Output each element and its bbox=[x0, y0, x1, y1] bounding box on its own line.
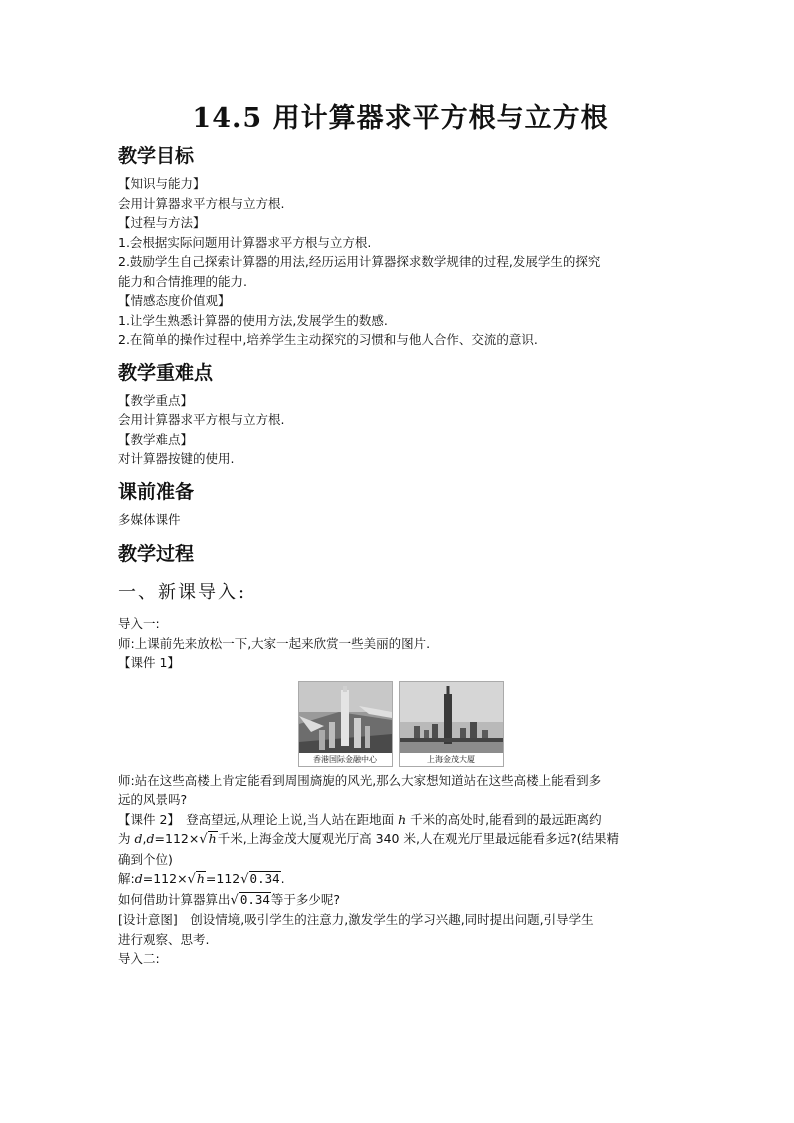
sqrt-h-var: h bbox=[208, 831, 217, 846]
var-h: h bbox=[398, 811, 407, 827]
jinmao-tower-photo bbox=[399, 681, 504, 767]
teacher-line-2b: 远的风景吗? bbox=[118, 792, 188, 807]
cw2-text-g: 千米,上海金茂大厦观光厅高 340 米,人在观光厅里最远能看多远?(结果精 bbox=[217, 831, 619, 846]
var-d-2: d bbox=[146, 831, 155, 846]
page-title: 14.5 用计算器求平方根与立方根 bbox=[192, 103, 609, 134]
sol-end: . bbox=[280, 871, 285, 886]
design-intent-b: 进行观察、思考. bbox=[118, 931, 210, 947]
knowledge-text: 会用计算器求平方根与立方根. bbox=[118, 195, 285, 211]
ask-text-a: 如何借助计算器算出 bbox=[118, 891, 231, 907]
focus-text: 会用计算器求平方根与立方根. bbox=[118, 412, 285, 427]
document-page bbox=[118, 96, 683, 969]
sol-var-d: d bbox=[134, 871, 143, 886]
section-process-heading: 教学过程 bbox=[118, 543, 195, 565]
knowledge-heading: 【知识与能力】 bbox=[118, 176, 206, 191]
method-item-2b: 能力和合情推理的能力. bbox=[118, 273, 247, 289]
difficulty-text: 对计算器按键的使用. bbox=[118, 451, 235, 466]
courseware-2-line-3: 确到个位) bbox=[118, 851, 173, 867]
var-d-1: d bbox=[134, 831, 143, 846]
sqrt-h bbox=[208, 831, 218, 846]
teacher-line-2a: 师:站在这些高楼上肯定能看到周围旖旎的风光,那么大家想知道站在这些高楼上能看到多 bbox=[118, 772, 602, 788]
ask-sqrt-value: 0.34 bbox=[239, 891, 270, 907]
courseware-1-label: 【课件 1】 bbox=[118, 655, 180, 670]
ask-line bbox=[118, 890, 683, 911]
solution-line bbox=[118, 869, 683, 890]
ask-text-b: 等于多少呢? bbox=[270, 891, 341, 907]
photo-row bbox=[118, 681, 683, 767]
section-key-heading: 教学重难点 bbox=[118, 361, 214, 384]
photo1-caption: 香港国际金融中心 bbox=[299, 753, 392, 766]
cw2-comma: , bbox=[142, 831, 147, 846]
sqrt-sign-icon: √ bbox=[199, 832, 208, 847]
lead-1: 导入一: bbox=[118, 616, 160, 631]
cw2-text-b: 千米的高处时,能看到的最远距离约 bbox=[410, 811, 602, 827]
teacher-line-1: 师:上课前先来放松一下,大家一起来欣赏一些美丽的图片. bbox=[118, 635, 431, 651]
section-prep-heading: 课前准备 bbox=[118, 480, 195, 503]
cw2-text-a: 【课件 2】 登高望远,从理论上说,当人站在距地面 bbox=[118, 811, 395, 827]
sol-eq: =112 bbox=[205, 871, 241, 886]
intro-heading: 一、新课导入: bbox=[118, 582, 247, 603]
courseware-2-line-1 bbox=[118, 810, 683, 830]
prep-text: 多媒体课件 bbox=[118, 511, 181, 527]
emotion-item-1: 1.让学生熟悉计算器的使用方法,发展学生的数感. bbox=[118, 312, 388, 328]
sqrt-sign-icon: √ bbox=[187, 872, 196, 887]
focus-heading: 【教学重点】 bbox=[118, 392, 194, 408]
sol-label: 解: bbox=[118, 871, 135, 886]
courseware-2-line-2 bbox=[118, 829, 683, 850]
method-heading: 【过程与方法】 bbox=[118, 215, 206, 230]
method-item-2a: 2.鼓励学生自己探索计算器的用法,经历运用计算器探求数学规律的过程,发展学生的探究 bbox=[118, 254, 601, 269]
method-item-1: 1.会根据实际问题用计算器求平方根与立方根. bbox=[118, 234, 372, 250]
hong-kong-ifc-photo bbox=[298, 681, 393, 767]
section-goals-heading: 教学目标 bbox=[118, 145, 195, 167]
sqrt-sign-icon: √ bbox=[230, 892, 239, 908]
cw2-formula: =112× bbox=[154, 831, 200, 846]
design-intent-a: [设计意图] 创设情境,吸引学生的注意力,激发学生的学习兴趣,同时提出问题,引导学生 bbox=[118, 912, 594, 927]
emotion-item-2: 2.在简单的操作过程中,培养学生主动探究的习惯和与他人合作、交流的意识. bbox=[118, 332, 538, 347]
photo2-caption: 上海金茂大厦 bbox=[400, 753, 503, 766]
emotion-heading: 【情感态度价值观】 bbox=[118, 293, 231, 308]
difficulty-heading: 【教学难点】 bbox=[118, 431, 194, 447]
sol-sqrt-h-var: h bbox=[196, 871, 205, 886]
cw2-text-c: 为 bbox=[118, 831, 131, 846]
sol-sqrt-value: 0.34 bbox=[249, 871, 280, 886]
sol-formula: =112× bbox=[142, 871, 188, 886]
sol-sqrt-h bbox=[196, 871, 206, 886]
sqrt-sign-icon: √ bbox=[240, 872, 249, 887]
lead-2: 导入二: bbox=[118, 951, 160, 966]
